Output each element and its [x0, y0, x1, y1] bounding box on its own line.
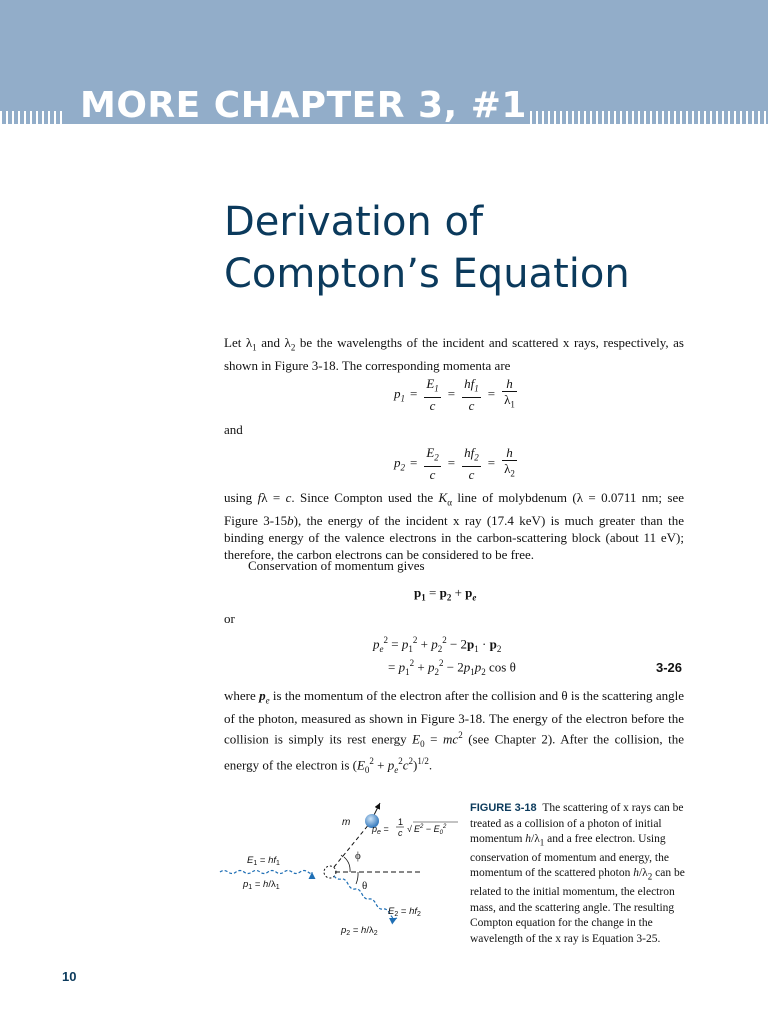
- chapter-label: MORE CHAPTER 3, #1: [80, 85, 527, 126]
- label-E2: $E_2 = hf_2$: [388, 906, 421, 918]
- svg-text:√: √: [407, 824, 412, 834]
- svg-text:c: c: [398, 828, 403, 838]
- equation-p2: $p_2$ = $\frac{E_2}{c}$ = $\frac{hf_2}{c}$ = $\frac{h}{\lambda_2}$: [394, 445, 515, 482]
- label-pe: [371, 817, 458, 838]
- page-number: 10: [62, 969, 77, 984]
- svg-text:1: 1: [398, 817, 404, 827]
- label-p2: $p_2 = h/\lambda_2$: [341, 925, 378, 937]
- label-p1: $p_1 = h/\lambda_1$: [243, 879, 280, 891]
- incident-photon-wave: [220, 871, 312, 874]
- paragraph-conservation: Conservation of momentum gives: [248, 558, 425, 573]
- paragraph-molybdenum: using fλ = c. Since Compton used the $K_\alpha$ line of molybdenum (λ = 0.0711 nm; see Figure 3-15b), the energy of the incident x ray (17.4 keV) is much greater than the binding energy of the valence electrons in the carbon-scattering block (about 11 eV); therefore, the carbon electrons can be considered to be free.: [224, 490, 684, 562]
- label-phi: ϕ: [355, 850, 361, 862]
- paragraph-intro: Let $\lambda_1$ and $\lambda_2$ be the wavelengths of the incident and scattered x rays, respectively, as shown in Figure 3-18. The corresponding momenta are: [224, 335, 684, 373]
- electron-recoil-path: [334, 823, 370, 867]
- paragraph-electron-energy: where $p_e$ is the momentum of the electron after the collision and θ is the scattering angle of the photon, measured as shown in Figure 3-18. The energy of the electron before the collision is simply its rest energy $E_0 = mc^2$ (see Chapter 2). After the collision, the energy of the electron is $(E_0^2 + p_e^2c^2)^{1/2}$.: [224, 688, 685, 775]
- theta-arc: [356, 872, 358, 884]
- page-title: [224, 196, 630, 300]
- equation-p1: $p_1$ = $\frac{E_1}{c}$ = $\frac{hf_1}{c}$ = $\frac{h}{\lambda_1}$: [394, 376, 515, 413]
- header-tick-decoration-left: [0, 111, 66, 124]
- label-theta: θ: [362, 880, 368, 892]
- figure-caption-label: FIGURE 3-18: [470, 802, 537, 814]
- page-title-line-2: Compton’s Equation: [224, 251, 630, 297]
- figure-caption: FIGURE 3-18 The scattering of x rays can be treated as a collision of a photon of initial momentum $h/\lambda_1$ and a free electron. Using conservation of momentum and energy, the momentum of the scattered photon $h/\lambda_2$ can be related to the initial momentum, the electron mass, and the scattering angle. The resulting Compton equation for the change in the wavelength of the x ray is Equation 3-25.: [470, 802, 685, 945]
- svg-text:E2 − E02: $E^2 - E_0^2$: [414, 824, 447, 836]
- header-tick-decoration-right: [530, 111, 768, 124]
- equation-pe-line1: $p_e^2 = p_1^2 + p_2^2 - 2p_1 \cdot p_2$: [373, 635, 502, 654]
- page-title-line-1: Derivation of: [224, 199, 484, 245]
- phi-arc: [344, 857, 350, 872]
- label-E1: $E_1 = hf_1$: [247, 855, 280, 867]
- compton-scattering-diagram: [210, 795, 460, 945]
- svg-text:pe =: $p_e$ =: [372, 824, 389, 836]
- word-and: and: [224, 422, 243, 437]
- equation-momentum: $p_1 = p_2 + p_e$: [414, 585, 477, 603]
- word-or: or: [224, 611, 235, 626]
- equation-number: 3-26: [656, 660, 683, 675]
- label-m: m: [342, 817, 351, 828]
- equation-pe-line2: = $p_1^2 + p_2^2 - 2p_1p_2$ cos θ: [388, 658, 516, 677]
